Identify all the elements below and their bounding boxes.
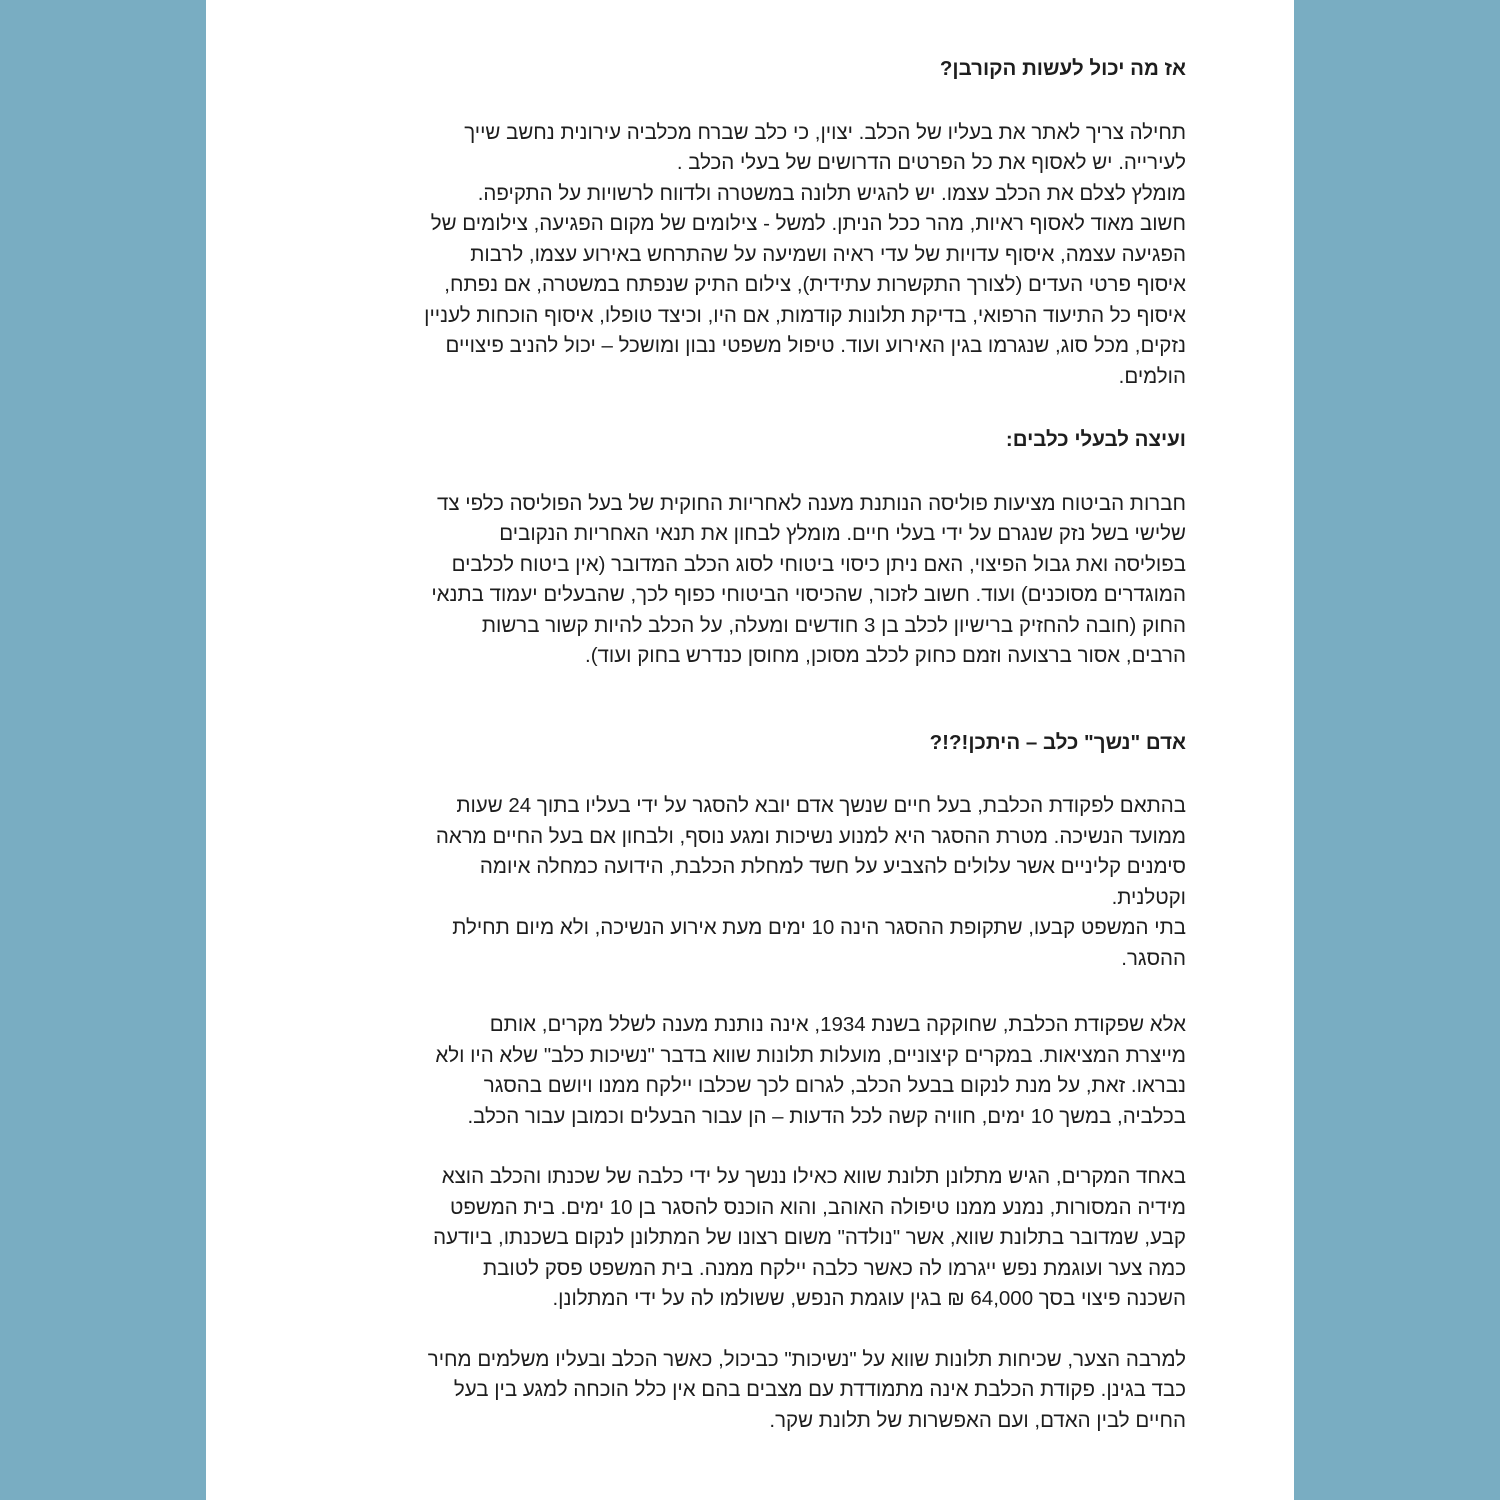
text-line: חשוב מאוד לאסוף ראיות, מהר ככל הניתן. למשל - צילומים של מקום הפגיעה, צילומים של [430,212,1186,235]
text-line: קבע, שמדובר בתלונת שווא, אשר "נולדה" משום רצונו של המתלונן לנקום בשכנתו, ביודעה [433,1226,1186,1249]
text-line: בכלביה, במשך 10 ימים, חוויה קשה לכל הדעות – הן עבור הבעלים וכמובן עבור הכלב. [467,1104,1186,1128]
text-line: הפגיעה עצמה, איסוף עדויות של עדי ראיה ושמיעה על שהתרחש באירוע עצמו, לרבות [470,242,1186,266]
paragraph-false-complaints [346,1010,1186,1132]
text-line: אלא שפקודת הכלבת, שחוקקה בשנת 1934, אינה נותנת מענה לשלל מקרים, אותם [489,1013,1186,1036]
text-line: החוק (חובה להחזיק ברישיון לכלב בן 3 חודשים ומעלה, על הכלב להיות קשור ברשות [481,613,1186,637]
text-line: באחד המקרים, הגיש מתלונן תלונת שווא כאילו ננשך על ידי כלבה של שכנתו והכלב הוצא [441,1165,1186,1188]
text-line: סימנים קליניים אשר עלולים להצביע על חשד למחלת הכלבת, הידועה כמחלה איומה [479,855,1186,878]
paragraph-insurance [346,489,1186,672]
text-line: מומלץ לצלם את הכלב עצמו. יש להגיש תלונה במשטרה ולדווח לרשויות על התקיפה. [477,181,1186,205]
text-line: ממועד הנשיכה. מטרת ההסגר היא למנוע נשיכות ומגע נוסף, ולבחון אם בעל החיים מראה [435,824,1186,848]
text-line: תחילה צריך לאתר את בעליו של הכלב. יצוין, כי כלב שברח מכלביה עירונית נחשב שייך [464,120,1186,144]
paragraph-victim-steps [346,118,1186,393]
text-line: שלישי בשל נזק שנגרם על ידי בעלי חיים. מומלץ לבחון את תנאי האחריות הנקובים [499,522,1186,545]
section-heading-person-bit-dog: אדם "נשך" כלב – היתכן!?!? [929,730,1186,754]
text-line: החיים לבין האדם, ועם האפשרות של תלונת שקר. [769,1408,1186,1432]
text-line: מייצרת המציאות. במקרים קיצוניים, מועלות תלונות שווא בדבר "נשיכות כלב" שלא היו ולא [435,1043,1186,1067]
text-line: הרבים, אסור ברצועה וזמם כחוק לכלב מסוכן, מחוסן כנדרש בחוק ועוד). [585,644,1186,667]
text-line: בהתאם לפקודת הכלבת, בעל חיים שנשך אדם יובא להסגר על ידי בעליו בתוך 24 שעות [456,794,1186,817]
text-line: בתי המשפט קבעו, שתקופת ההסגר הינה 10 ימים מעת אירוע הנשיכה, ולא מיום תחילת [452,916,1186,939]
section-heading-dog-owners: ועיצה לבעלי כלבים: [1005,428,1186,451]
text-line: איסוף כל התיעוד הרפואי, בדיקת תלונות קודמות, אם היו, וכיצד טופלו, איסוף הוכחות לעניין [424,303,1186,327]
text-line: איסוף פרטי העדים (לצורך התקשרות עתידית), צילום התיק שנפתח במשטרה, אם נפתח, [444,273,1186,296]
document-content [346,48,1186,1436]
paragraph-conclusion [346,1345,1186,1437]
document-page [206,0,1294,1500]
text-line: לעירייה. יש לאסוף את כל הפרטים הדרושים של בעלי הכלב . [676,151,1186,174]
text-line: המוגדרים מסוכנים) ועוד. חשוב לזכור, שהכיסוי הביטוחי כפוף לכך, שהבעלים יעמוד בתנאי [431,583,1186,606]
text-line: כמה צער ועוגמת נפש ייגרמו לה כאשר כלבה יילקח ממנה. בית המשפט פסק לטובת [483,1256,1186,1280]
paragraph-case-example [346,1162,1186,1315]
text-line: ההסגר. [1121,946,1186,970]
section-heading-victim: אז מה יכול לעשות הקורבן? [939,57,1186,80]
text-line: בפוליסה ואת גבול הפיצוי, האם ניתן כיסוי ביטוחי לסוג הכלב המדובר (אין ביטוח לכלבים [451,552,1186,576]
text-line: וקטלנית. [1111,885,1186,909]
paragraph-rabies-ordinance [346,791,1186,974]
text-line: חברות הביטוח מציעות פוליסה הנותנת מענה לאחריות החוקית של בעל הפוליסה כלפי צד [437,491,1186,515]
text-line: מידיה המסורות, נמנע ממנו טיפולה האוהב, והוא הוכנס להסגר בן 10 ימים. בית המשפט [450,1195,1186,1219]
text-line: נבראו. זאת, על מנת לנקום בבעל הכלב, לגרום לכך שכלבו יילקח ממנו ויושם בהסגר [483,1074,1186,1097]
text-line: למרבה הצער, שכיחות תלונות שווא על "נשיכות" כביכול, כאשר הכלב ובעליו משלמים מחיר [427,1347,1186,1371]
text-line: השכנה פיצוי בסך 64,000 ₪ בגין עוגמת הנפש, ששולמו לה על ידי המתלונן. [552,1287,1186,1310]
text-line: נזקים, מכל סוג, שנגרמו בגין האירוע ועוד. טיפול משפטי נבון ומושכל – יכול להניב פיצויים [445,334,1186,357]
text-line: כבד בגינן. פקודת הכלבת אינה מתמודדת עם מצבים בהם אין כלל הוכחה למגע בין בעל [453,1378,1186,1401]
text-line: הולמים. [1118,364,1186,388]
